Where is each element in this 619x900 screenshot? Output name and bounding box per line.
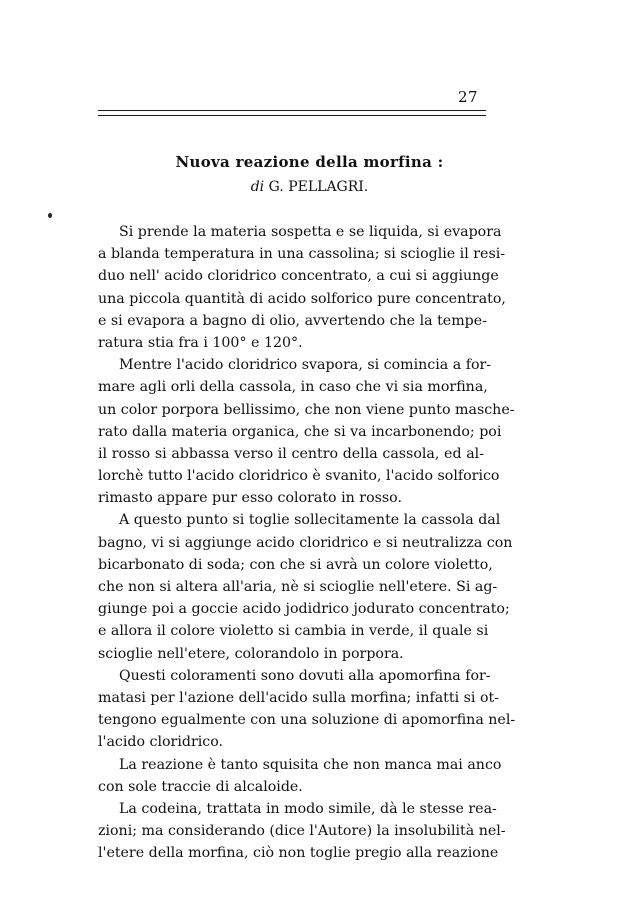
- text-line: lorchè tutto l'acido cloridrico è svanito, l'acido solforico: [98, 468, 500, 485]
- text-line: e si evapora a bagno di olio, avvertendo che la tempe-: [98, 312, 487, 329]
- text-line: Si prende la materia sospetta e se liquida, si evapora: [119, 224, 502, 240]
- text-line: una piccola quantità di acido solforico pure concentrato,: [98, 290, 506, 307]
- text-line: Mentre l'acido cloridrico svapora, si comincia a for-: [119, 357, 492, 374]
- text-line: il rosso si abbassa verso il centro della cassola, ed al-: [98, 445, 484, 462]
- text-line: rimasto appare pur esso colorato in rosso.: [98, 490, 402, 507]
- text-line: bicarbonato di soda; con che si avrà un colore violetto,: [98, 556, 493, 573]
- article-body: [98, 221, 516, 864]
- text-line: zioni; ma considerando (dice l'Autore) la insolubilità nel-: [98, 823, 506, 840]
- text-line: La reazione è tanto squisita che non manca mai anco: [119, 756, 502, 773]
- text-line: ratura stia fra i 100° e 120°.: [98, 334, 303, 351]
- text-line: scioglie nell'etere, colorandolo in porpora.: [98, 645, 404, 662]
- text-line: bagno, vi si aggiunge acido cloridrico e si neutralizza con: [98, 534, 513, 551]
- text-line: e allora il colore violetto si cambia in verde, il quale si: [98, 623, 489, 640]
- page-number: 27: [458, 88, 479, 106]
- article-author: [0, 179, 619, 195]
- text-line: con sole traccie di alcaloide.: [98, 778, 303, 795]
- text-line: un color porpora bellissimo, che non viene punto maschе-: [98, 401, 515, 418]
- text-line: duo nell' acido cloridrico concentrato, a cui si aggiunge: [98, 268, 499, 285]
- header-rule-top: [98, 110, 486, 111]
- text-line: matasi per l'azione dell'acido sulla morfina; infatti si ot-: [98, 689, 499, 706]
- article-title: Nuova reazione della morfina :: [175, 153, 444, 171]
- text-line: rato dalla materia organica, che si va incarbonendo; poi: [98, 423, 502, 440]
- author-name: G. PELLAGRI.: [268, 179, 369, 195]
- text-line: A questo punto si toglie sollecitamente la cassola dal: [119, 512, 501, 529]
- text-line: La codeina, trattata in modo simile, dà le stesse rea-: [119, 800, 497, 817]
- text-line: l'acido cloridrico.: [98, 734, 224, 751]
- text-line: a blanda temperatura in una cassolina; si scioglie il resi-: [98, 246, 506, 263]
- text-line: l'etere della morfina, ciò non toglie pregio alla reazione: [98, 845, 499, 862]
- text-line: Questi coloramenti sono dovuti alla apomorfina for-: [119, 667, 491, 684]
- text-line: che non si altera all'aria, nè si scioglie nell'etere. Si ag-: [98, 579, 498, 595]
- text-line: tengono egualmente con una soluzione di apomorfina nel-: [98, 712, 516, 729]
- header-rule-bottom: [98, 115, 486, 116]
- ink-speck: [48, 213, 52, 218]
- text-line: mare agli orli della cassola, in caso che vi sia morfina,: [98, 379, 488, 396]
- text-line: giunge poi a goccie acido jodidrico jodurato concentrato;: [98, 601, 510, 618]
- author-prefix: di: [250, 179, 265, 195]
